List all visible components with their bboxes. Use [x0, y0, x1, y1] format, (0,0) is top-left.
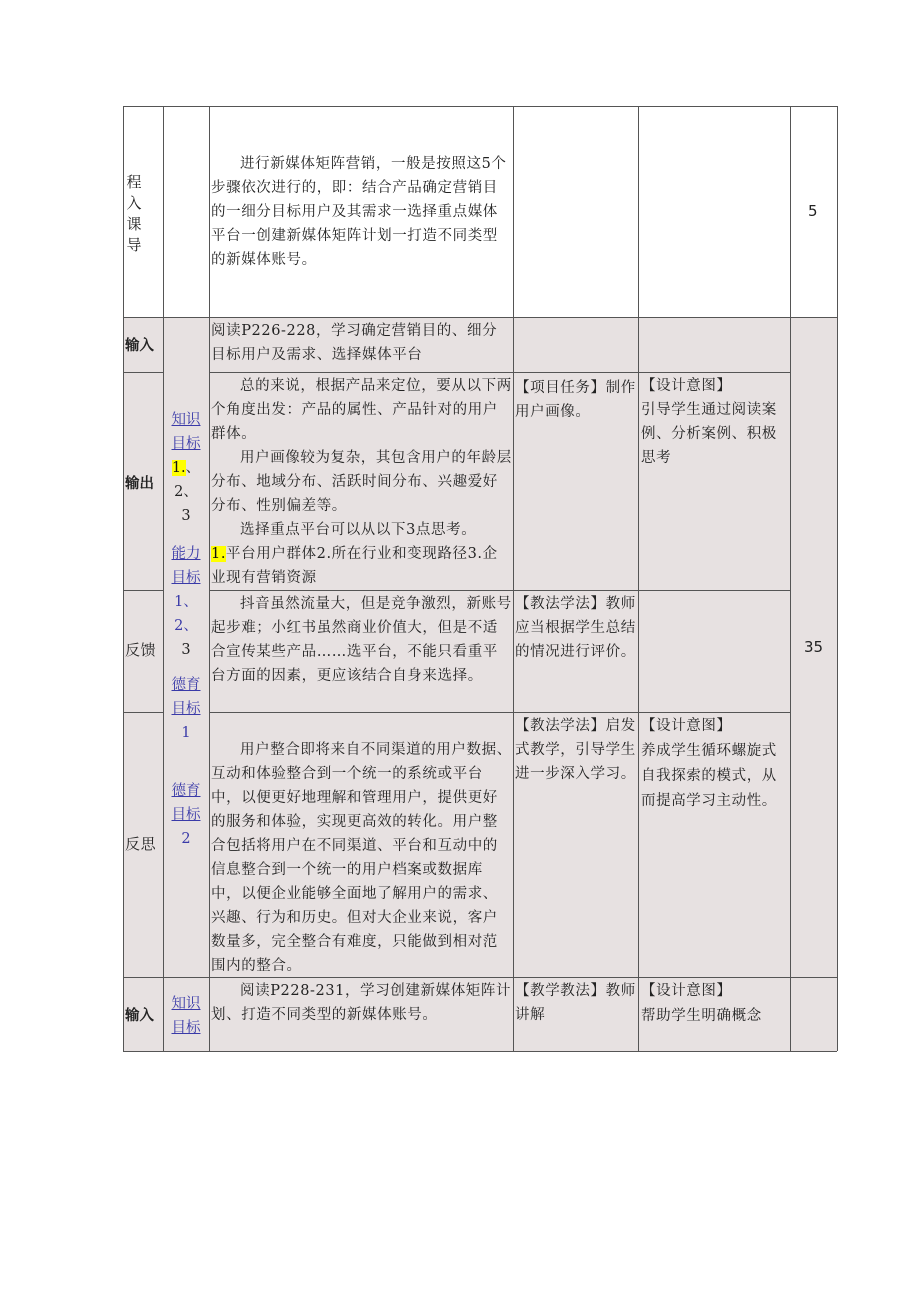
col-divider [790, 106, 791, 1051]
output-para-rest: 平台用户群体2.所在行业和变现路径3.企业现有营销资源 [211, 546, 498, 586]
goal-link[interactable]: 德育 [171, 783, 201, 799]
knowledge-goal: 知识 目标 1.、2、 3 [164, 408, 208, 528]
input1-content [211, 319, 512, 367]
row-divider [123, 712, 163, 713]
table-border-top [123, 106, 837, 107]
goal-link[interactable]: 目标 [171, 570, 201, 586]
stage-char: 课 [126, 215, 142, 233]
reflection-intent: 【设计意图】 养成学生循环螺旋式自我探索的模式，从而提高学习主动性。 [641, 718, 777, 809]
goal-link[interactable]: 目标 [171, 701, 201, 717]
intro-text: 进行新媒体矩阵营销，一般是按照这5个步骤依次进行的，即：结合产品确定营销目的一细分目标用户及其需求一选择重点媒体平台一创建新媒体矩阵计划一打造不同类型的新媒体账号。 [211, 156, 507, 268]
input2-intent: 【设计意图】 帮助学生明确概念 [641, 983, 762, 1024]
goal-link[interactable]: 德育 [171, 677, 201, 693]
table-border-bottom [123, 1051, 837, 1052]
feedback-text: 抖音虽然流量大，但是竞争激烈，新账号起步难；小红书虽然商业价值大，但是不适合宣传某些产品……选平台，不能只看重平台方面的因素，更应该结合自身来选择。 [211, 596, 512, 684]
goal-link[interactable]: 目标 [171, 436, 201, 452]
output-para [211, 542, 512, 590]
stage-char: 程 [126, 173, 142, 191]
minutes-main: 35 [804, 638, 824, 656]
row-divider [123, 317, 837, 318]
stage-label-feedback: 反馈 [125, 641, 157, 659]
moral-goal-2: 德育 目标 2 [164, 779, 208, 851]
reflection-content [211, 738, 512, 978]
intro-content [211, 152, 511, 272]
minutes-intro: 5 [808, 202, 818, 220]
highlighted-number: 1. [211, 546, 227, 562]
input1-text: 阅读P226-228，学习确定营销目的、细分目标用户及需求、选择媒体平台 [211, 323, 498, 363]
goal-link[interactable]: 目标 [171, 807, 201, 823]
stage-label-intro [125, 172, 143, 256]
stage-label-output: 输出 [125, 476, 154, 492]
row-divider [123, 372, 163, 373]
input2-knowledge-goal [164, 992, 208, 1040]
row-divider [209, 712, 790, 713]
input2-content [211, 979, 512, 1027]
stage-label-input2: 输入 [125, 1008, 154, 1024]
table-border-right [837, 106, 838, 1051]
feedback-content [211, 592, 512, 688]
row-divider [209, 590, 790, 591]
stage-label-reflection: 反思 [125, 835, 157, 853]
col-divider [209, 106, 210, 1051]
goal-link[interactable]: 知识 [171, 412, 201, 428]
row-divider [209, 372, 790, 373]
output-para: 选择重点平台可以从以下3点思考。 [240, 522, 477, 538]
goal-link[interactable]: 能力 [171, 546, 201, 562]
goal-link[interactable]: 目标 [171, 1020, 201, 1036]
table-border-left [123, 106, 124, 1051]
output-content [211, 374, 512, 590]
col-divider [638, 106, 639, 1051]
reflection-text: 用户整合即将来自不同渠道的用户数据、互动和体验整合到一个统一的系统或平台中，以便更好地理解和管理用户，提供更好的服务和体验，实现更高效的转化。用户整合包括将用户在不同渠道、平台和互动中的信息整合到一个统一的用户档案或数据库中，以便企业能够全面地了解用户的需求、兴趣、行为和历史。但对大企业来说，客户数量多，完全整合有难度，只能做到相对范围内的整合。 [211, 742, 512, 974]
output-intent: 【设计意图】 引导学生通过阅读案例、分析案例、积极思考 [641, 378, 777, 466]
reflection-method: 【教法学法】启发式教学，引导学生进一步深入学习。 [515, 718, 636, 782]
goal-link[interactable]: 知识 [171, 996, 201, 1012]
ability-goal: 能力 目标 1、2、 3 [164, 542, 208, 662]
stage-char: 导 [126, 236, 142, 254]
output-task: 【项目任务】制作用户画像。 [515, 380, 636, 420]
col-divider [513, 106, 514, 1051]
input2-method: 【教学教法】教师讲解 [515, 983, 636, 1023]
row-divider [123, 590, 163, 591]
output-para: 用户画像较为复杂，其包含用户的年龄层分布、地域分布、活跃时间分布、兴趣爱好分布、性别偏差等。 [211, 450, 512, 514]
moral-goal-1: 德育 目标 1 [164, 673, 208, 745]
output-para: 总的来说，根据产品来定位，要从以下两个角度出发：产品的属性、产品针对的用户群体。 [211, 378, 512, 442]
feedback-method: 【教法学法】教师应当根据学生总结的情况进行评价。 [515, 596, 636, 660]
stage-label-input1: 输入 [125, 338, 154, 354]
stage-char: 入 [126, 194, 142, 212]
input2-text: 阅读P228-231，学习创建新媒体矩阵计划、打造不同类型的新媒体账号。 [211, 983, 512, 1023]
